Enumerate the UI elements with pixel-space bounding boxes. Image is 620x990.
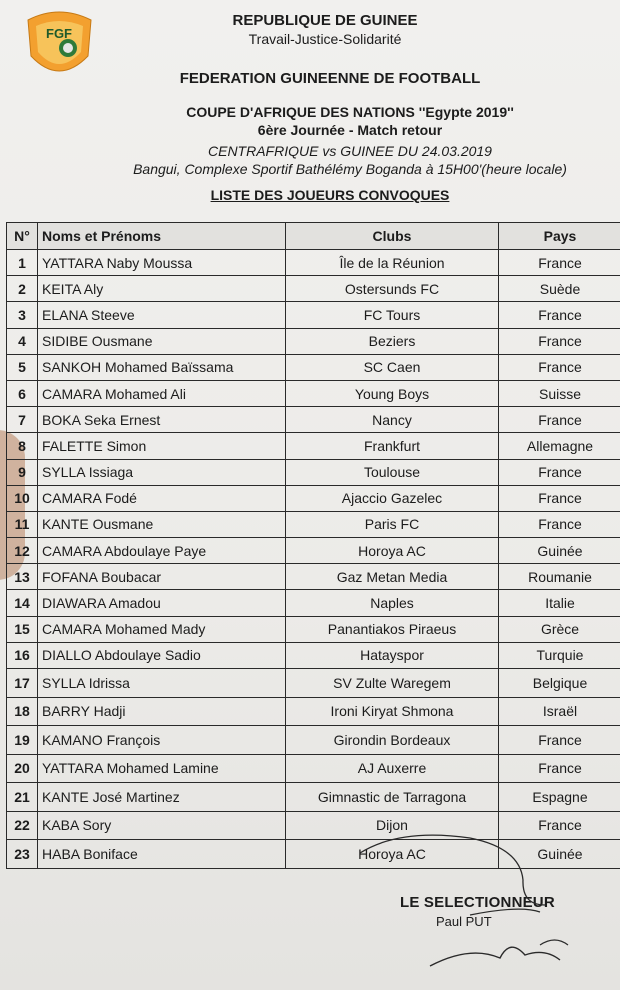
fixture-line: CENTRAFRIQUE vs GUINEE DU 24.03.2019 [208, 143, 492, 159]
player-club: Naples [286, 590, 499, 616]
signature-name: Paul PUT [436, 914, 492, 929]
row-number: 19 [7, 726, 38, 755]
player-name: BARRY Hadji [38, 697, 286, 726]
table-row [7, 354, 620, 380]
player-club: SC Caen [286, 354, 499, 380]
player-country: Suède [499, 276, 620, 302]
player-name: CAMARA Mohamed Mady [38, 616, 286, 642]
table-row [7, 642, 620, 668]
republic-title: REPUBLIQUE DE GUINEE [232, 12, 418, 29]
player-club: Girondin Bordeaux [286, 726, 499, 755]
player-name: YATTARA Naby Moussa [38, 250, 286, 276]
player-name: KABA Sory [38, 811, 286, 840]
national-motto: Travail-Justice-Solidarité [248, 31, 402, 47]
list-title: LISTE DES JOUEURS CONVOQUES [210, 187, 450, 203]
table-row [7, 459, 620, 485]
column-header-number: N° [7, 223, 38, 250]
player-club: AJ Auxerre [286, 754, 499, 783]
table-row [7, 726, 620, 755]
player-country: France [499, 811, 620, 840]
player-name: DIALLO Abdoulaye Sadio [38, 642, 286, 668]
table-row [7, 380, 620, 406]
table-row [7, 754, 620, 783]
player-name: DIAWARA Amadou [38, 590, 286, 616]
player-country: France [499, 354, 620, 380]
federation-title: FEDERATION GUINEENNE DE FOOTBALL [179, 70, 481, 87]
row-number: 18 [7, 697, 38, 726]
table-row [7, 328, 620, 354]
player-country: France [499, 511, 620, 537]
row-number: 23 [7, 840, 38, 869]
table-row [7, 302, 620, 328]
row-number: 17 [7, 669, 38, 698]
player-name: KEITA Aly [38, 276, 286, 302]
player-name: FALETTE Simon [38, 433, 286, 459]
player-club: Nancy [286, 407, 499, 433]
table-row [7, 407, 620, 433]
player-club: Paris FC [286, 511, 499, 537]
player-country: France [499, 302, 620, 328]
player-country: Israël [499, 697, 620, 726]
fgf-logo-text: FGF [46, 26, 72, 41]
column-header-club: Clubs [286, 223, 499, 250]
player-club: Horoya AC [286, 538, 499, 564]
player-club: Toulouse [286, 459, 499, 485]
player-country: France [499, 407, 620, 433]
table-row [7, 669, 620, 698]
players-table [6, 222, 620, 869]
player-club: FC Tours [286, 302, 499, 328]
player-country: France [499, 328, 620, 354]
player-country: Belgique [499, 669, 620, 698]
column-header-country: Pays [499, 223, 620, 250]
player-club: Panantiakos Piraeus [286, 616, 499, 642]
table-row [7, 485, 620, 511]
player-club: Horoya AC [286, 840, 499, 869]
player-country: France [499, 754, 620, 783]
row-number: 10 [7, 485, 38, 511]
player-name: SANKOH Mohamed Baïssama [38, 354, 286, 380]
table-row [7, 511, 620, 537]
player-name: KANTE José Martinez [38, 783, 286, 812]
player-club: Young Boys [286, 380, 499, 406]
player-country: Suisse [499, 380, 620, 406]
table-row [7, 616, 620, 642]
player-club: Gimnastic de Tarragona [286, 783, 499, 812]
player-country: Guinée [499, 538, 620, 564]
player-name: HABA Boniface [38, 840, 286, 869]
table-row [7, 697, 620, 726]
player-name: SIDIBE Ousmane [38, 328, 286, 354]
player-name: BOKA Seka Ernest [38, 407, 286, 433]
player-club: Ajaccio Gazelec [286, 485, 499, 511]
player-name: CAMARA Abdoulaye Paye [38, 538, 286, 564]
row-number: 9 [7, 459, 38, 485]
table-row [7, 564, 620, 590]
row-number: 12 [7, 538, 38, 564]
table-row [7, 783, 620, 812]
table-row [7, 250, 620, 276]
player-name: SYLLA Issiaga [38, 459, 286, 485]
table-row [7, 538, 620, 564]
table-header-row [7, 223, 620, 250]
player-club: Île de la Réunion [286, 250, 499, 276]
matchday-title: 6ère Journée - Match retour [257, 122, 443, 138]
table-row [7, 590, 620, 616]
signature-title: LE SELECTIONNEUR [400, 894, 555, 911]
row-number: 8 [7, 433, 38, 459]
player-country: France [499, 485, 620, 511]
competition-title: COUPE D'AFRIQUE DES NATIONS ''Egypte 2019'' [186, 104, 514, 120]
row-number: 5 [7, 354, 38, 380]
table-row [7, 433, 620, 459]
row-number: 2 [7, 276, 38, 302]
player-country: Allemagne [499, 433, 620, 459]
row-number: 21 [7, 783, 38, 812]
player-club: Hatayspor [286, 642, 499, 668]
table-row [7, 276, 620, 302]
row-number: 15 [7, 616, 38, 642]
table-row [7, 811, 620, 840]
player-club: Dijon [286, 811, 499, 840]
player-name: SYLLA Idrissa [38, 669, 286, 698]
row-number: 13 [7, 564, 38, 590]
player-club: Ostersunds FC [286, 276, 499, 302]
venue-line: Bangui, Complexe Sportif Bathélémy Boganda à 15H00'(heure locale) [133, 161, 567, 177]
player-country: Espagne [499, 783, 620, 812]
player-club: Beziers [286, 328, 499, 354]
row-number: 14 [7, 590, 38, 616]
row-number: 16 [7, 642, 38, 668]
player-name: KAMANO François [38, 726, 286, 755]
player-name: ELANA Steeve [38, 302, 286, 328]
player-country: France [499, 726, 620, 755]
player-club: Gaz Metan Media [286, 564, 499, 590]
row-number: 11 [7, 511, 38, 537]
row-number: 7 [7, 407, 38, 433]
player-name: FOFANA Boubacar [38, 564, 286, 590]
player-club: SV Zulte Waregem [286, 669, 499, 698]
row-number: 3 [7, 302, 38, 328]
player-name: CAMARA Mohamed Ali [38, 380, 286, 406]
row-number: 4 [7, 328, 38, 354]
row-number: 1 [7, 250, 38, 276]
player-country: Italie [499, 590, 620, 616]
player-club: Ironi Kiryat Shmona [286, 697, 499, 726]
row-number: 20 [7, 754, 38, 783]
player-country: Guinée [499, 840, 620, 869]
row-number: 6 [7, 380, 38, 406]
row-number: 22 [7, 811, 38, 840]
player-name: CAMARA Fodé [38, 485, 286, 511]
player-country: Turquie [499, 642, 620, 668]
player-country: Roumanie [499, 564, 620, 590]
table-row [7, 840, 620, 869]
player-name: KANTE Ousmane [38, 511, 286, 537]
player-country: France [499, 250, 620, 276]
player-club: Frankfurt [286, 433, 499, 459]
player-country: Grèce [499, 616, 620, 642]
column-header-name: Noms et Prénoms [38, 223, 286, 250]
player-name: YATTARA Mohamed Lamine [38, 754, 286, 783]
player-country: France [499, 459, 620, 485]
